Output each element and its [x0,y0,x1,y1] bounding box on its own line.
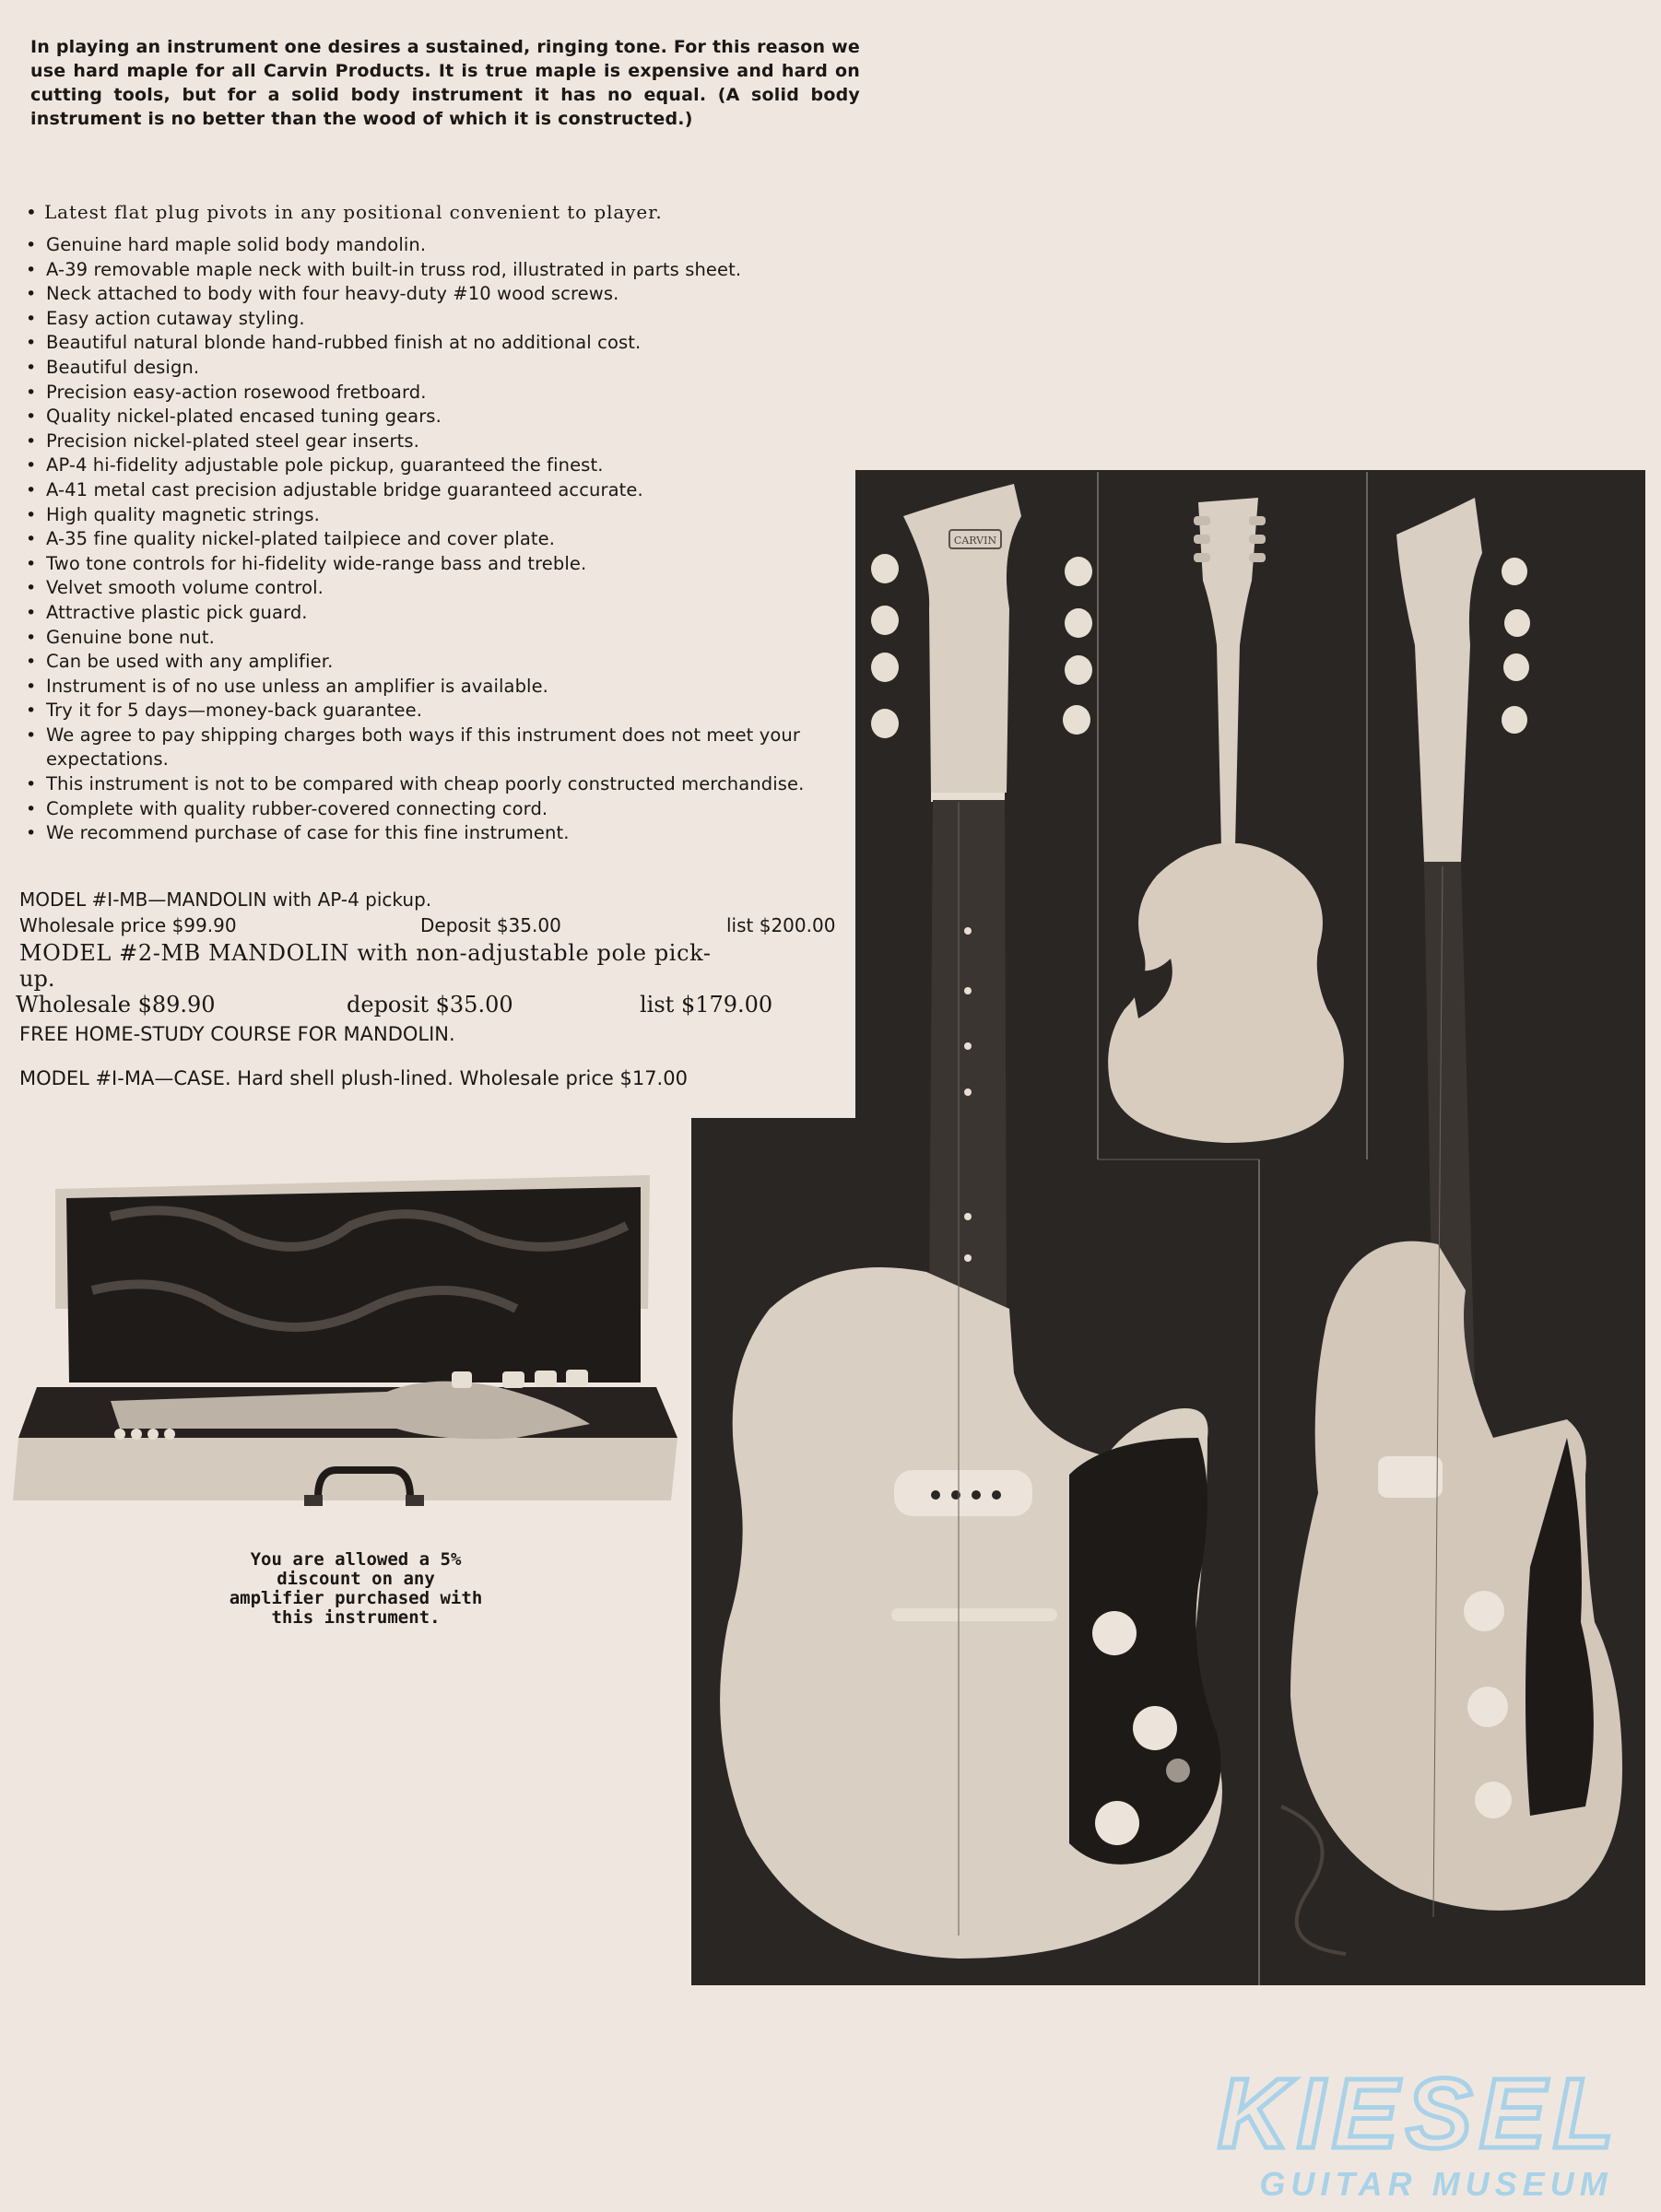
headstock-logo: CARVIN [953,535,997,547]
model-2-wholesale: Wholesale $89.90 [16,992,216,1018]
model-2-title: MODEL #2-MB MANDOLIN with non-adjustable pole pick- [19,940,712,966]
feature-item: • Beautiful design. [26,356,846,381]
feature-item: • Instrument is of no use unless an amplifier is available. [26,675,846,700]
discount-caption: You are allowed a 5% discount on any amplifier purchased with this instrument. [229,1549,483,1628]
first-feature-bullet: • Latest flat plug pivots in any positional convenient to player. [26,201,663,223]
kiesel-museum-logo [1189,2057,1655,2205]
feature-item: • We recommend purchase of case for this fine instrument. [26,821,846,846]
case-photo [13,1175,677,1506]
feature-item: • This instrument is not to be compared with cheap poorly constructed merchandise. [26,772,846,797]
feature-item: • Beautiful natural blonde hand-rubbed finish at no additional cost. [26,331,846,356]
feature-item: • High quality magnetic strings. [26,503,846,528]
feature-item: • Try it for 5 days—money-back guarantee. [26,699,846,724]
feature-item: • Neck attached to body with four heavy-duty #10 wood screws. [26,282,846,307]
feature-item: • Velvet smooth volume control. [26,576,846,601]
feature-item: • Complete with quality rubber-covered connecting cord. [26,797,846,822]
feature-item: • Quality nickel-plated encased tuning gears. [26,405,846,429]
model-1-title: MODEL #I-MB—MANDOLIN with AP-4 pickup. [19,888,432,911]
feature-item: • Attractive plastic pick guard. [26,601,846,626]
feature-item: • Two tone controls for hi-fidelity wide-range bass and treble. [26,552,846,577]
feature-item: • We agree to pay shipping charges both ways if this instrument does not meet your expectations. [26,724,846,772]
feature-item: • A-41 metal cast precision adjustable bridge guaranteed accurate. [26,478,846,503]
feature-item: • A-35 fine quality nickel-plated tailpiece and cover plate. [26,527,846,552]
model-1-list: list $200.00 [726,914,836,936]
logo-main-text: KIESEL [1217,2057,1622,2169]
feature-item: • Precision easy-action rosewood fretboard. [26,381,846,406]
feature-item: • AP-4 hi-fidelity adjustable pole pickup, guaranteed the finest. [26,453,846,478]
case-model-line: MODEL #I-MA—CASE. Hard shell plush-lined. Wholesale price $17.00 [19,1067,688,1089]
feature-item: • A-39 removable maple neck with built-in truss rod, illustrated in parts sheet. [26,258,846,283]
intro-paragraph: In playing an instrument one desires a sustained, ringing tone. For this reason we use hard maple for all Carvin Products. It is true maple is expensive and hard on cutting tools, but for a solid body instrument it has no equal. (A solid body instrument is no better than the wood of which it is constructed.) [30,37,860,129]
feature-item: • Can be used with any amplifier. [26,650,846,675]
model-2-title-continued: up. [19,966,55,992]
feature-item: • Precision nickel-plated steel gear inserts. [26,429,846,454]
feature-item: • Genuine hard maple solid body mandolin. [26,233,846,258]
free-course-note: FREE HOME-STUDY COURSE FOR MANDOLIN. [19,1023,455,1045]
model-2-deposit: deposit $35.00 [347,992,513,1018]
feature-item: • Genuine bone nut. [26,626,846,651]
logo-sub-text: GUITAR MUSEUM [1259,2165,1613,2203]
feature-item: • Easy action cutaway styling. [26,307,846,332]
model-1-deposit: Deposit $35.00 [420,914,561,936]
model-1-wholesale: Wholesale price $99.90 [19,914,237,936]
model-2-list: list $179.00 [640,992,773,1018]
